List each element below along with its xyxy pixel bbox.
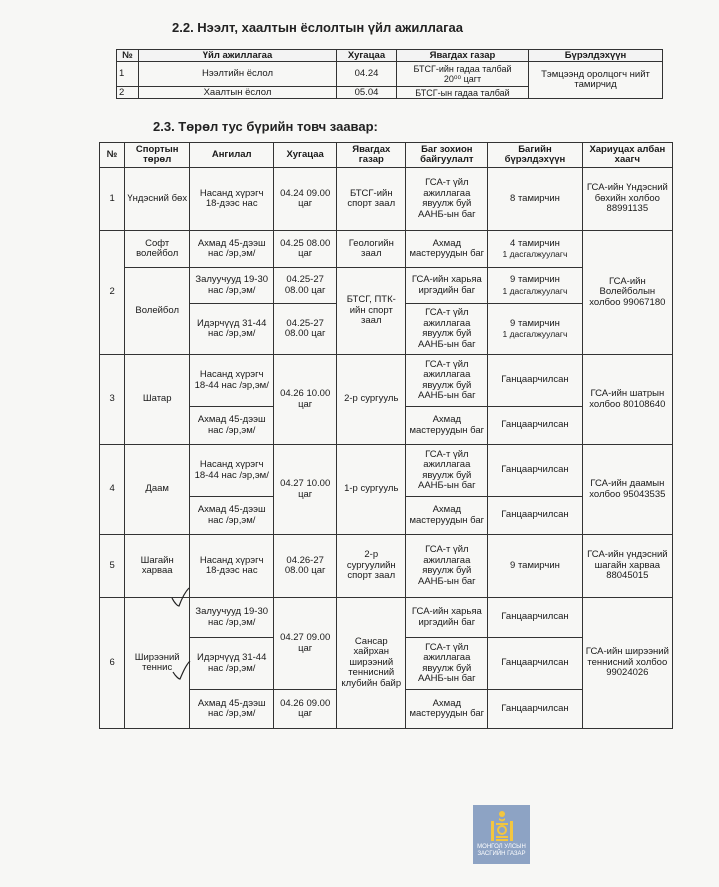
date-cell: 04.25-27 08.00 цаг xyxy=(274,304,337,355)
org-cell: Ахмад мастеруудын баг xyxy=(406,690,488,729)
org-cell: ГСА-т үйл ажиллагаа явуулж буй ААНБ-ын баг xyxy=(406,304,488,355)
team-coach: 1 дасгалжуулагч xyxy=(502,285,568,296)
place-cell: БТСГ-ийн спорт заал xyxy=(337,168,406,231)
table-row xyxy=(100,355,673,407)
seal-caption-line: МОНГОЛ УЛСЫН xyxy=(477,844,526,850)
team-cell xyxy=(488,268,582,304)
sport-cell: Волейбол xyxy=(125,268,190,355)
responsible-cell: ГСА-ийн Үндэсний бөхийн холбоо 88991135 xyxy=(582,168,672,231)
org-cell: Ахмад мастеруудын баг xyxy=(406,231,488,268)
team-cell: 8 тамирчин xyxy=(488,168,582,231)
team-size: 9 тамирчин xyxy=(510,274,560,285)
place-cell xyxy=(397,62,529,87)
category-cell: Ахмад 45-дээш нас /эр,эм/ xyxy=(190,497,274,535)
column-header: № xyxy=(117,50,139,62)
team-coach: 1 дасгалжуулагч xyxy=(502,249,568,259)
table-header-row xyxy=(117,50,663,62)
category-cell: Ахмад 45-дээш нас /эр,эм/ xyxy=(190,231,274,268)
column-header: Хугацаа xyxy=(274,143,337,168)
column-header: Явагдах газар xyxy=(337,143,406,168)
org-cell: ГСА-т үйл ажиллагаа явуулж буй ААНБ-ын баг xyxy=(406,355,488,407)
team-cell: Ганцаарчилсан xyxy=(488,355,582,407)
date-cell: 04.26 10.00 цаг xyxy=(274,355,337,445)
activity-cell: Хаалтын ёслол xyxy=(139,87,337,99)
table-header-row xyxy=(100,143,673,168)
org-cell: ГСА-т үйл ажиллагаа явуулж буй ААНБ-ын баг xyxy=(406,445,488,497)
org-cell: ГСА-т үйл ажиллагаа явуулж буй ААНБ-ын баг xyxy=(406,168,488,231)
place-cell: 2-р сургууль xyxy=(337,355,406,445)
sport-cell: Үндэсний бөх xyxy=(125,168,190,231)
row-number: 4 xyxy=(100,445,125,535)
row-number: 1 xyxy=(117,62,139,87)
sport-cell: Даам xyxy=(125,445,190,535)
date-cell: 04.24 xyxy=(337,62,397,87)
row-number: 5 xyxy=(100,535,125,598)
category-cell: Ахмад 45-дээш нас /эр,эм/ xyxy=(190,690,274,729)
date-cell: 04.25-27 08.00 цаг xyxy=(274,268,337,304)
section-heading-2-2: 2.2. Нээлт, хаалтын ёслолтын үйл ажиллагаа xyxy=(172,20,463,35)
time-text: 20⁰⁰ цагт xyxy=(443,74,482,84)
sport-cell: Софт волейбол xyxy=(125,231,190,268)
team-cell: 9 тамирчин xyxy=(488,535,582,598)
table-row xyxy=(100,231,673,268)
responsible-cell: ГСА-ийн ширээний теннисний холбоо 99024026 xyxy=(582,598,672,729)
category-cell: Залуучууд 19-30 нас /эр,эм/ xyxy=(190,268,274,304)
place-cell: БТСГ, ПТК-ийн спорт заал xyxy=(337,268,406,355)
column-header: Хугацаа xyxy=(337,50,397,62)
table-row xyxy=(117,62,663,87)
table-row xyxy=(100,445,673,497)
sport-cell: Ширээний теннис xyxy=(125,598,190,729)
place-cell: 1-р сургууль xyxy=(337,445,406,535)
category-cell: Ахмад 45-дээш нас /эр,эм/ xyxy=(190,407,274,445)
team-cell xyxy=(488,231,582,268)
column-header: Бүрэлдэхүүн xyxy=(529,50,663,62)
category-cell: Насанд хүрэгч 18-44 нас /эр,эм/ xyxy=(190,355,274,407)
column-header: Багийн бүрэлдэхүүн xyxy=(488,143,582,168)
team-size: 9 тамирчин xyxy=(510,317,560,329)
category-cell: Идэрчүүд 31-44 нас /эр,эм/ xyxy=(190,304,274,355)
column-header: № xyxy=(100,143,125,168)
date-cell: 04.26-27 08.00 цаг xyxy=(274,535,337,598)
category-cell: Идэрчүүд 31-44 нас /эр,эм/ xyxy=(190,638,274,690)
date-cell: 04.25 08.00 цаг xyxy=(274,231,337,268)
category-cell: Насанд хүрэгч 18-дээс нас xyxy=(190,168,274,231)
row-number: 1 xyxy=(100,168,125,231)
place-cell: БТСГ-ын гадаа талбай xyxy=(397,87,529,99)
activity-cell: Нээлтийн ёслол xyxy=(139,62,337,87)
org-cell: ГСА-т үйл ажиллагаа явуулж буй ААНБ-ын баг xyxy=(406,638,488,690)
team-coach: 1 дасгалжуулагч xyxy=(502,329,568,339)
section-heading-2-3: 2.3. Төрөл тус бүрийн товч заавар: xyxy=(153,119,378,134)
row-number: 6 xyxy=(100,598,125,729)
date-cell: 04.24 09.00 цаг xyxy=(274,168,337,231)
team-cell: Ганцаарчилсан xyxy=(488,497,582,535)
column-header: Үйл ажиллагаа xyxy=(139,50,337,62)
category-cell: Залуучууд 19-30 нас /эр,эм/ xyxy=(190,598,274,638)
responsible-cell: ГСА-ийн Волейболын холбоо 99067180 xyxy=(582,231,672,355)
sport-cell: Шагайн харваа xyxy=(125,535,190,598)
place-text: БТСГ-ийн гадаа талбай xyxy=(413,64,512,74)
table-row xyxy=(100,168,673,231)
team-size: 4 тамирчин xyxy=(510,237,560,249)
column-header: Спортын төрөл xyxy=(125,143,190,168)
org-cell: ГСА-ийн харьяа иргэдийн баг xyxy=(406,268,488,304)
seal-caption-line: ЗАСГИЙН ГАЗАР xyxy=(477,850,526,857)
sports-table xyxy=(99,142,673,729)
category-cell: Насанд хүрэгч 18-дээс нас xyxy=(190,535,274,598)
date-cell: 04.26 09.00 цаг xyxy=(274,690,337,729)
org-cell: ГСА-ийн харьяа иргэдийн баг xyxy=(406,598,488,638)
participants-cell: Тэмцээнд оролцогч нийт тамирчид xyxy=(529,62,663,99)
responsible-cell: ГСА-ийн шатрын холбоо 80108640 xyxy=(582,355,672,445)
team-cell: Ганцаарчилсан xyxy=(488,690,582,729)
category-cell: Насанд хүрэгч 18-44 нас /эр,эм/ xyxy=(190,445,274,497)
place-cell: Сансар хайрхан ширээний теннисний клубийн байр xyxy=(337,598,406,729)
place-cell: 2-р сургуулийн спорт заал xyxy=(337,535,406,598)
date-cell: 05.04 xyxy=(337,87,397,99)
place-cell: Геологийн заал xyxy=(337,231,406,268)
row-number: 2 xyxy=(100,231,125,355)
team-cell: Ганцаарчилсан xyxy=(488,638,582,690)
column-header: Хариуцах албан хаагч xyxy=(582,143,672,168)
column-header: Явагдах газар xyxy=(397,50,529,62)
seal-caption xyxy=(477,844,526,857)
team-cell xyxy=(488,304,582,355)
column-header: Ангилал xyxy=(190,143,274,168)
team-cell: Ганцаарчилсан xyxy=(488,445,582,497)
column-header: Баг зохион байгуулалт xyxy=(406,143,488,168)
soyombo-emblem-icon xyxy=(487,809,517,843)
handwritten-check-mark xyxy=(171,658,193,682)
ceremony-table xyxy=(116,49,663,99)
row-number: 2 xyxy=(117,87,139,99)
date-cell: 04.27 10.00 цаг xyxy=(274,445,337,535)
team-cell: Ганцаарчилсан xyxy=(488,598,582,638)
team-cell: Ганцаарчилсан xyxy=(488,407,582,445)
responsible-cell: ГСА-ийн үндэсний шагайн харваа 88045015 xyxy=(582,535,672,598)
date-cell: 04.27 09.00 цаг xyxy=(274,598,337,690)
responsible-cell: ГСА-ийн даамын холбоо 95043535 xyxy=(582,445,672,535)
org-cell: Ахмад мастеруудын баг xyxy=(406,497,488,535)
government-seal-logo xyxy=(473,805,530,864)
org-cell: Ахмад мастеруудын баг xyxy=(406,407,488,445)
handwritten-check-mark xyxy=(170,586,192,608)
sport-cell: Шатар xyxy=(125,355,190,445)
org-cell: ГСА-т үйл ажиллагаа явуулж буй ААНБ-ын баг xyxy=(406,535,488,598)
row-number: 3 xyxy=(100,355,125,445)
